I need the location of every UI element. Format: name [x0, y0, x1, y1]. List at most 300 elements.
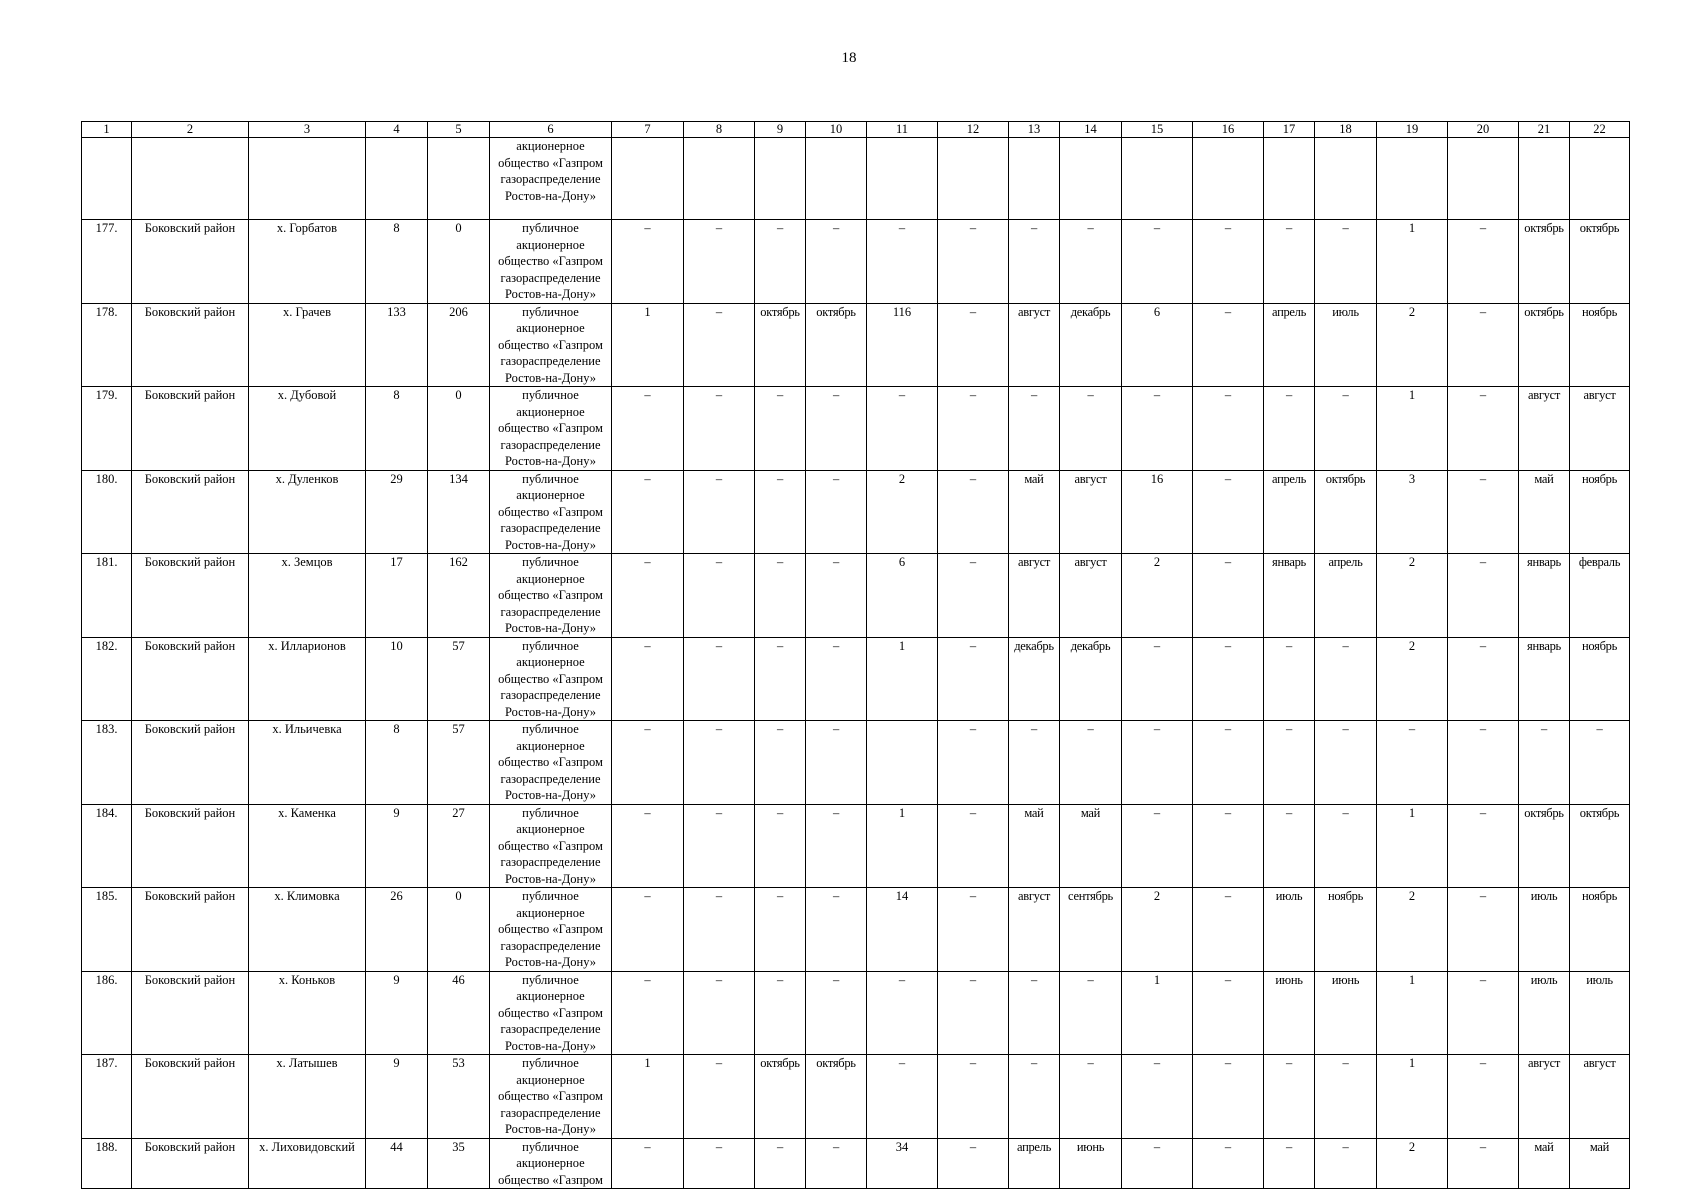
organization-cell — [490, 888, 612, 972]
table-cell: – — [1122, 1055, 1193, 1139]
table-cell: – — [938, 1138, 1009, 1189]
district-cell: Боковский район — [132, 721, 249, 805]
table-row — [82, 554, 1630, 638]
table-cell: июль — [1519, 971, 1570, 1055]
table-cell: февраль — [1570, 554, 1630, 638]
organization-line: акционерное — [516, 822, 585, 836]
organization-line: акционерное — [516, 321, 585, 335]
organization-line: газораспределение — [500, 270, 601, 285]
column-header: 8 — [684, 122, 755, 138]
table-cell: – — [1264, 1138, 1315, 1189]
table-cell: – — [1122, 220, 1193, 304]
empty-cell — [82, 138, 132, 220]
table-cell: октябрь — [1519, 804, 1570, 888]
column-header: 22 — [1570, 122, 1630, 138]
table-row — [82, 804, 1630, 888]
table-cell: – — [1193, 1138, 1264, 1189]
organization-cell — [490, 971, 612, 1055]
table-cell: – — [1193, 637, 1264, 721]
table-cell: октябрь — [806, 303, 867, 387]
organization-cell — [490, 1055, 612, 1139]
table-cell: май — [1009, 470, 1060, 554]
row-number: 178. — [82, 303, 132, 387]
table-cell: 162 — [428, 554, 490, 638]
table-row — [82, 470, 1630, 554]
organization-line: Ростов-на-Дону» — [504, 704, 597, 719]
column-header: 5 — [428, 122, 490, 138]
settlement-cell: х. Дубовой — [249, 387, 366, 471]
table-cell: – — [1122, 387, 1193, 471]
table-cell: май — [1060, 804, 1122, 888]
table-cell: – — [684, 554, 755, 638]
table-cell: октябрь — [755, 1055, 806, 1139]
table-cell: – — [867, 387, 938, 471]
organization-cell — [490, 387, 612, 471]
table-cell: 2 — [867, 470, 938, 554]
table-cell: июль — [1264, 888, 1315, 972]
organization-line: газораспределение — [500, 688, 601, 702]
table-cell: декабрь — [1060, 303, 1122, 387]
organization-line: общество «Газпром — [498, 155, 603, 170]
table-cell: – — [612, 888, 684, 972]
table-row — [82, 888, 1630, 972]
organization-line: Ростов-на-Дону» — [504, 1122, 597, 1136]
organization-line: публичное — [522, 221, 579, 235]
table-cell: – — [806, 554, 867, 638]
table-cell: август — [1009, 303, 1060, 387]
table-cell: 1 — [1377, 387, 1448, 471]
table-cell: 2 — [1377, 888, 1448, 972]
table-row — [82, 971, 1630, 1055]
table-cell: – — [938, 637, 1009, 721]
row-number: 179. — [82, 387, 132, 471]
empty-cell — [938, 138, 1009, 220]
organization-line: общество «Газпром — [498, 421, 603, 435]
organization-line: акционерное — [516, 905, 585, 920]
table-cell: 35 — [428, 1138, 490, 1189]
column-header: 3 — [249, 122, 366, 138]
organization-line: газораспределение — [500, 521, 601, 535]
table-cell: январь — [1519, 637, 1570, 721]
table-cell: май — [1009, 804, 1060, 888]
district-cell: Боковский район — [132, 888, 249, 972]
table-cell: – — [938, 1055, 1009, 1139]
column-header: 10 — [806, 122, 867, 138]
table-cell: октябрь — [1570, 804, 1630, 888]
row-number: 180. — [82, 470, 132, 554]
table-cell: – — [1193, 721, 1264, 805]
table-row — [82, 387, 1630, 471]
row-number: 186. — [82, 971, 132, 1055]
organization-line: акционерное — [516, 237, 585, 252]
empty-cell — [1315, 138, 1377, 220]
row-number: 184. — [82, 804, 132, 888]
table-cell: – — [1122, 721, 1193, 805]
table-body — [82, 138, 1630, 1189]
table-cell: август — [1060, 470, 1122, 554]
table-cell: 1 — [612, 303, 684, 387]
organization-line: газораспределение — [500, 1105, 601, 1120]
table-cell: 1 — [1377, 220, 1448, 304]
table-cell: – — [1264, 220, 1315, 304]
column-header: 16 — [1193, 122, 1264, 138]
column-header: 6 — [490, 122, 612, 138]
empty-cell — [1570, 138, 1630, 220]
table-cell: – — [1448, 303, 1519, 387]
table-cell: – — [612, 220, 684, 304]
table-cell: – — [755, 804, 806, 888]
table-cell: 133 — [366, 303, 428, 387]
table-cell: – — [1448, 804, 1519, 888]
table-cell: декабрь — [1009, 637, 1060, 721]
table-cell: – — [938, 804, 1009, 888]
table-cell: – — [755, 971, 806, 1055]
settlement-cell: х. Коньков — [249, 971, 366, 1055]
table-cell: 1 — [1377, 1055, 1448, 1139]
table-cell: 46 — [428, 971, 490, 1055]
empty-cell — [1519, 138, 1570, 220]
table-cell: октябрь — [755, 303, 806, 387]
table-cell: 3 — [1377, 470, 1448, 554]
table-row — [82, 220, 1630, 304]
table-cell: 0 — [428, 888, 490, 972]
organization-line: акционерное — [516, 139, 585, 153]
table-cell: – — [806, 971, 867, 1055]
column-header: 1 — [82, 122, 132, 138]
organization-line: публичное — [522, 555, 579, 569]
table-cell: 10 — [366, 637, 428, 721]
table-cell: – — [1060, 387, 1122, 471]
settlement-cell: х. Климовка — [249, 888, 366, 972]
table-cell: – — [1193, 1055, 1264, 1139]
table-cell: 2 — [1377, 303, 1448, 387]
organization-line: публичное — [522, 638, 579, 653]
empty-cell — [1448, 138, 1519, 220]
table-cell: – — [612, 804, 684, 888]
table-cell: – — [1448, 387, 1519, 471]
empty-cell — [1193, 138, 1264, 220]
organization-line: общество «Газпром — [498, 337, 603, 352]
table-cell: – — [684, 888, 755, 972]
table-cell: – — [1122, 1138, 1193, 1189]
table-cell: – — [1448, 1138, 1519, 1189]
table-cell: август — [1519, 1055, 1570, 1139]
district-cell: Боковский район — [132, 804, 249, 888]
table-cell: – — [806, 637, 867, 721]
table-cell: 44 — [366, 1138, 428, 1189]
organization-line: акционерное — [516, 1156, 585, 1170]
table-cell: – — [755, 721, 806, 805]
column-header: 7 — [612, 122, 684, 138]
column-header: 2 — [132, 122, 249, 138]
organization-cell — [490, 138, 612, 220]
organization-line: общество «Газпром — [498, 1005, 603, 1020]
table-cell: 8 — [366, 387, 428, 471]
column-header: 21 — [1519, 122, 1570, 138]
table-row — [82, 1138, 1630, 1189]
table-cell: 1 — [1377, 804, 1448, 888]
table-cell: – — [612, 1138, 684, 1189]
table-cell: – — [938, 220, 1009, 304]
district-cell: Боковский район — [132, 303, 249, 387]
table-cell: сентябрь — [1060, 888, 1122, 972]
table-cell: 1 — [1122, 971, 1193, 1055]
organization-line: публичное — [522, 805, 579, 820]
organization-line: общество «Газпром — [498, 504, 603, 519]
table-row — [82, 721, 1630, 805]
empty-cell — [132, 138, 249, 220]
column-header: 12 — [938, 122, 1009, 138]
header-row — [82, 122, 1630, 138]
empty-cell — [755, 138, 806, 220]
table-cell: – — [1193, 804, 1264, 888]
table-cell: – — [1519, 721, 1570, 805]
table-cell: 206 — [428, 303, 490, 387]
organization-line: газораспределение — [500, 604, 601, 619]
table-cell: 9 — [366, 971, 428, 1055]
column-header: 18 — [1315, 122, 1377, 138]
organization-line: публичное — [522, 471, 579, 486]
organization-line: Ростов-на-Дону» — [504, 537, 597, 552]
table-cell: 8 — [366, 220, 428, 304]
table-cell: – — [755, 387, 806, 471]
organization-line: публичное — [522, 304, 579, 319]
settlement-cell: х. Горбатов — [249, 220, 366, 304]
table-cell: – — [1448, 637, 1519, 721]
table-cell: 1 — [1377, 971, 1448, 1055]
organization-line: газораспределение — [500, 1022, 601, 1036]
table-cell: – — [806, 888, 867, 972]
table-cell: – — [1448, 220, 1519, 304]
empty-cell — [806, 138, 867, 220]
table-cell: – — [1009, 387, 1060, 471]
table-cell: – — [1448, 721, 1519, 805]
table-cell: 17 — [366, 554, 428, 638]
column-header: 13 — [1009, 122, 1060, 138]
table-cell: – — [684, 470, 755, 554]
table-cell: август — [1009, 888, 1060, 972]
table-row — [82, 303, 1630, 387]
table-cell: 57 — [428, 637, 490, 721]
empty-cell — [1122, 138, 1193, 220]
district-cell: Боковский район — [132, 1055, 249, 1139]
empty-cell — [428, 138, 490, 220]
table-cell: декабрь — [1060, 637, 1122, 721]
organization-line: Ростов-на-Дону» — [504, 788, 597, 802]
organization-line: акционерное — [516, 655, 585, 669]
table-cell — [867, 721, 938, 805]
table-cell: – — [938, 971, 1009, 1055]
table-cell: 9 — [366, 804, 428, 888]
table-cell: – — [1060, 721, 1122, 805]
organization-line: Ростов-на-Дону» — [504, 454, 597, 468]
table-cell: – — [1122, 804, 1193, 888]
organization-line: газораспределение — [500, 855, 601, 869]
organization-line: публичное — [522, 972, 579, 987]
organization-line: Ростов-на-Дону» — [504, 871, 597, 886]
table-cell: май — [1570, 1138, 1630, 1189]
table-cell: – — [806, 220, 867, 304]
table-cell: – — [755, 637, 806, 721]
table-cell: – — [1315, 637, 1377, 721]
table-cell: – — [1009, 971, 1060, 1055]
table-cell: – — [1060, 971, 1122, 1055]
table-cell: – — [867, 971, 938, 1055]
table-cell: – — [867, 1055, 938, 1139]
table-cell: – — [612, 387, 684, 471]
table-cell: май — [1519, 1138, 1570, 1189]
organization-cell — [490, 220, 612, 304]
row-number: 188. — [82, 1138, 132, 1189]
table-cell: – — [612, 554, 684, 638]
column-header: 4 — [366, 122, 428, 138]
table-cell: ноябрь — [1315, 888, 1377, 972]
table-cell: – — [1377, 721, 1448, 805]
table-cell: – — [755, 220, 806, 304]
table-row — [82, 637, 1630, 721]
column-header: 11 — [867, 122, 938, 138]
organization-line: общество «Газпром — [498, 671, 603, 686]
organization-line: газораспределение — [500, 771, 601, 786]
table-cell: 0 — [428, 220, 490, 304]
organization-line: Ростов-на-Дону» — [504, 188, 597, 203]
table-cell: – — [1264, 637, 1315, 721]
table-cell: – — [1448, 971, 1519, 1055]
district-cell: Боковский район — [132, 220, 249, 304]
table-row — [82, 138, 1630, 220]
table-cell: 116 — [867, 303, 938, 387]
organization-line: Ростов-на-Дону» — [504, 370, 597, 385]
organization-line: общество «Газпром — [498, 838, 603, 853]
table-cell: 26 — [366, 888, 428, 972]
table-cell: – — [806, 470, 867, 554]
table-cell: 2 — [1377, 637, 1448, 721]
table-cell: апрель — [1264, 303, 1315, 387]
table-cell: 16 — [1122, 470, 1193, 554]
table-cell: – — [806, 1138, 867, 1189]
organization-line: публичное — [522, 1139, 579, 1154]
settlement-cell: х. Ильичевка — [249, 721, 366, 805]
table-cell: июнь — [1315, 971, 1377, 1055]
table-cell: октябрь — [806, 1055, 867, 1139]
organization-cell — [490, 637, 612, 721]
table-cell: 53 — [428, 1055, 490, 1139]
table-cell: май — [1519, 470, 1570, 554]
table-cell: – — [1570, 721, 1630, 805]
organization-line: Ростов-на-Дону» — [504, 287, 597, 301]
column-header: 20 — [1448, 122, 1519, 138]
table-cell: 6 — [1122, 303, 1193, 387]
table-cell: – — [1264, 387, 1315, 471]
table-cell: август — [1570, 1055, 1630, 1139]
organization-line: акционерное — [516, 488, 585, 502]
organization-line: общество «Газпром — [498, 922, 603, 936]
empty-cell — [1264, 138, 1315, 220]
table-cell: – — [1193, 554, 1264, 638]
empty-cell — [366, 138, 428, 220]
table-cell: – — [755, 554, 806, 638]
table-cell: – — [1060, 1055, 1122, 1139]
table-cell: 27 — [428, 804, 490, 888]
table-cell: – — [938, 303, 1009, 387]
organization-line: публичное — [522, 388, 579, 402]
table-cell: октябрь — [1519, 303, 1570, 387]
table-cell: 9 — [366, 1055, 428, 1139]
organization-line: газораспределение — [500, 938, 601, 953]
table-cell: – — [806, 804, 867, 888]
table-cell: – — [612, 971, 684, 1055]
row-number: 181. — [82, 554, 132, 638]
table-cell: июнь — [1264, 971, 1315, 1055]
table-cell: – — [1060, 220, 1122, 304]
column-header: 17 — [1264, 122, 1315, 138]
table-cell: – — [684, 637, 755, 721]
table-cell: 8 — [366, 721, 428, 805]
empty-cell — [867, 138, 938, 220]
column-header: 14 — [1060, 122, 1122, 138]
table-cell: – — [806, 721, 867, 805]
organization-line: публичное — [522, 722, 579, 736]
table-cell: 2 — [1377, 554, 1448, 638]
table-cell: 2 — [1377, 1138, 1448, 1189]
table-cell: – — [1315, 804, 1377, 888]
organization-line: газораспределение — [500, 172, 601, 186]
organization-line: газораспределение — [500, 437, 601, 452]
table-cell: – — [755, 1138, 806, 1189]
table-row — [82, 1055, 1630, 1139]
row-number: 183. — [82, 721, 132, 805]
organization-line: общество «Газпром — [498, 254, 603, 268]
table-cell: – — [938, 554, 1009, 638]
table-cell: – — [684, 1055, 755, 1139]
table-cell: – — [1448, 1055, 1519, 1139]
organization-cell — [490, 804, 612, 888]
settlement-cell: х. Грачев — [249, 303, 366, 387]
column-header: 9 — [755, 122, 806, 138]
table-cell: 2 — [1122, 888, 1193, 972]
table-cell: июль — [1315, 303, 1377, 387]
organization-cell — [490, 1138, 612, 1189]
settlement-cell: х. Дуленков — [249, 470, 366, 554]
table-cell: – — [684, 303, 755, 387]
table-cell: август — [1519, 387, 1570, 471]
settlement-cell: х. Латышев — [249, 1055, 366, 1139]
table-cell: июль — [1519, 888, 1570, 972]
empty-cell — [1009, 138, 1060, 220]
table-cell: – — [612, 637, 684, 721]
district-cell: Боковский район — [132, 470, 249, 554]
table-cell: – — [755, 470, 806, 554]
column-header: 19 — [1377, 122, 1448, 138]
organization-line: акционерное — [516, 404, 585, 419]
empty-cell — [684, 138, 755, 220]
table-cell: – — [938, 888, 1009, 972]
table-cell: – — [1315, 1138, 1377, 1189]
table-cell: 1 — [867, 637, 938, 721]
table-cell: – — [684, 804, 755, 888]
organization-cell — [490, 470, 612, 554]
table-cell: – — [1009, 1055, 1060, 1139]
organization-line: газораспределение — [500, 354, 601, 368]
table-cell: ноябрь — [1570, 303, 1630, 387]
table-cell: – — [1448, 888, 1519, 972]
row-number: 177. — [82, 220, 132, 304]
table-cell: 2 — [1122, 554, 1193, 638]
table-cell: – — [1193, 220, 1264, 304]
table-cell: – — [1315, 220, 1377, 304]
table-cell: – — [1315, 387, 1377, 471]
table-cell: 29 — [366, 470, 428, 554]
